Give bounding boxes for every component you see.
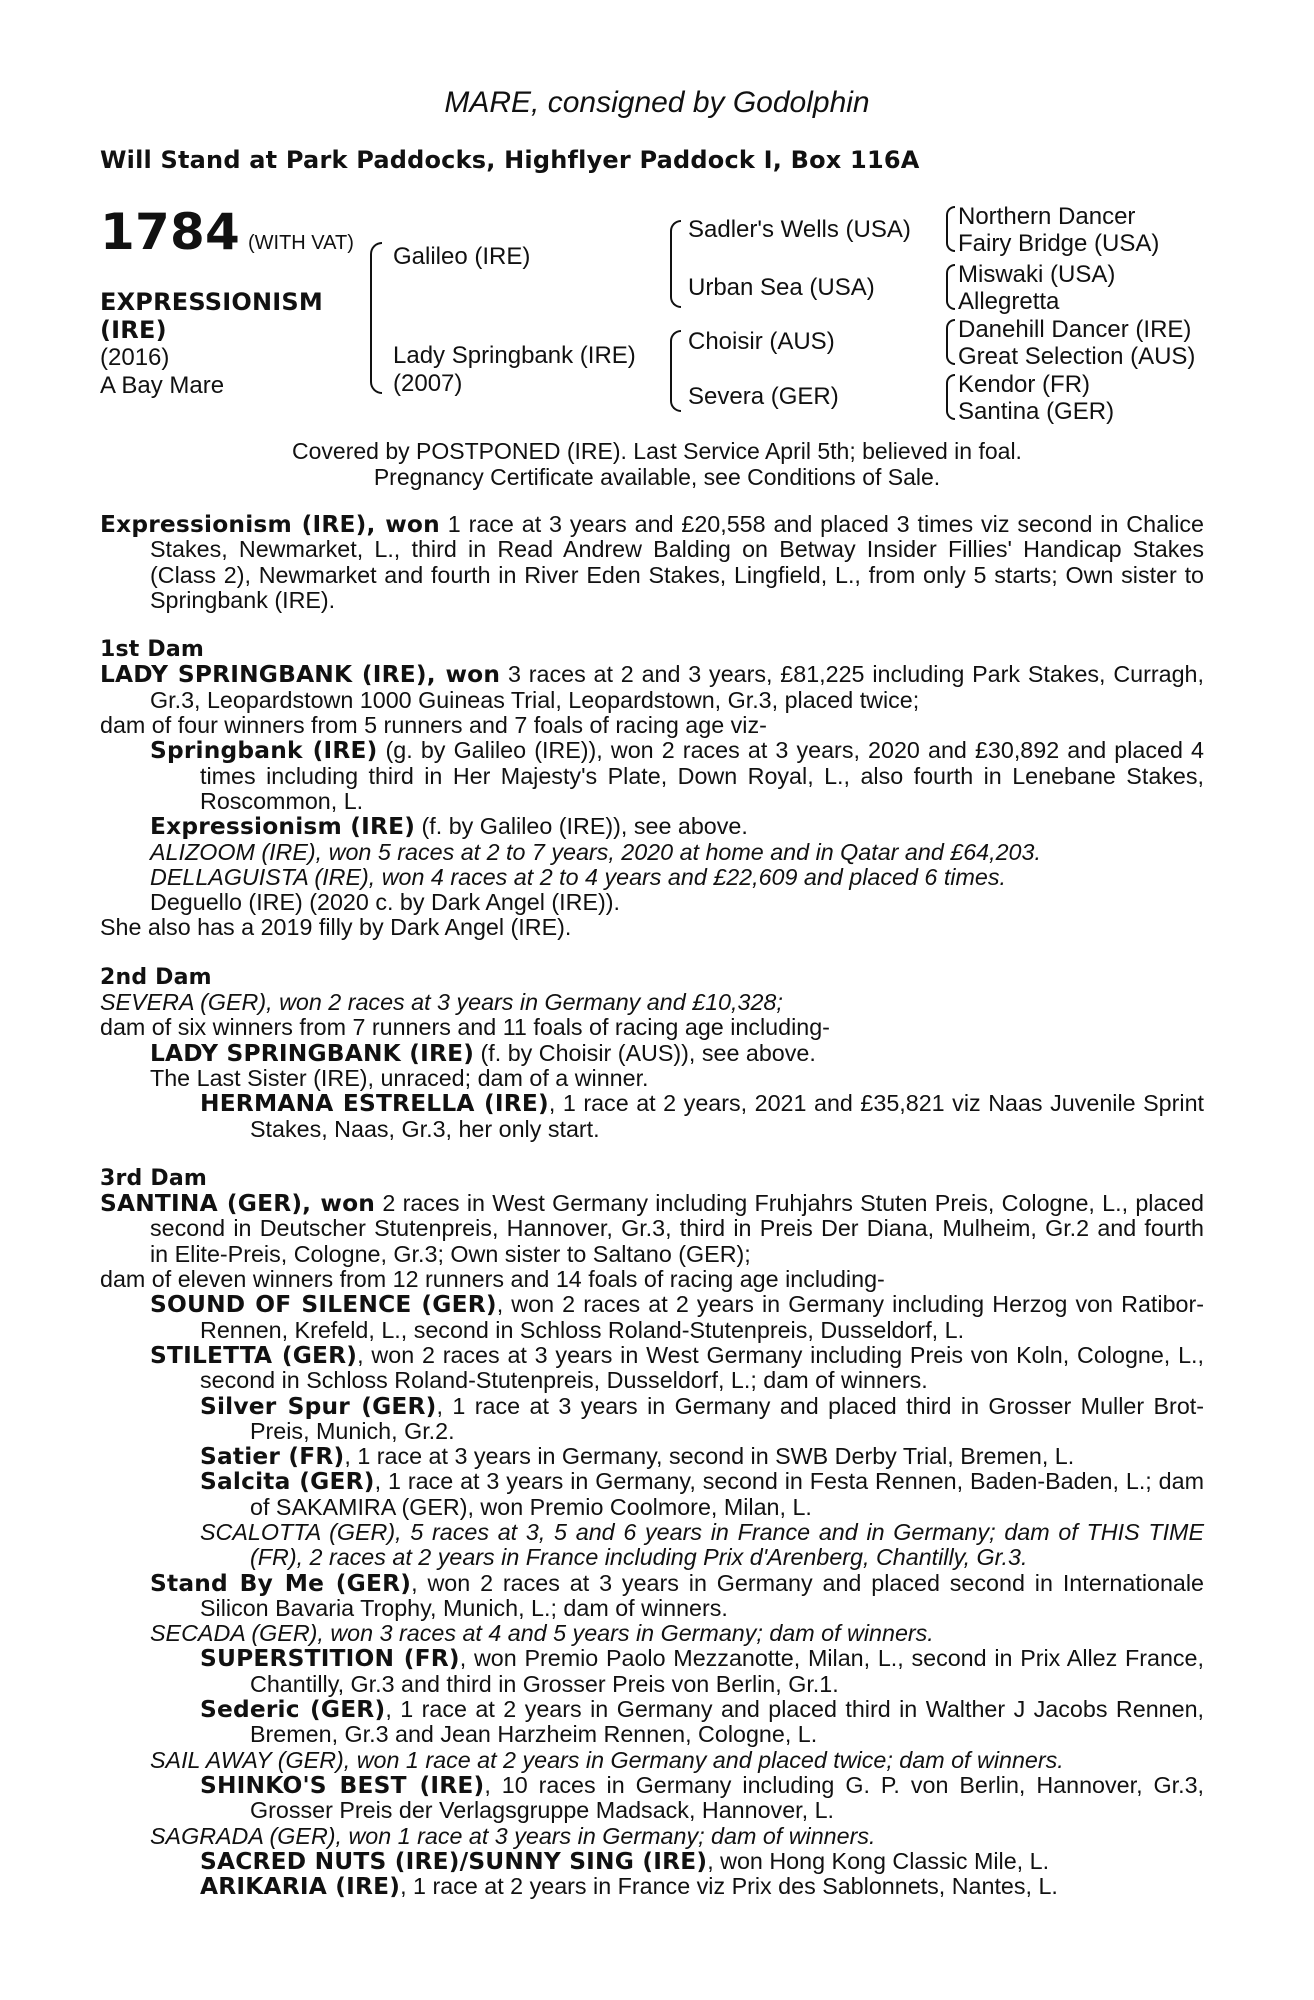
pedigree-dsd: Great Selection (AUS) [958, 343, 1196, 370]
produce-entry [100, 1697, 1204, 1748]
produce-name: Silver Spur (GER) [200, 1392, 437, 1420]
produce-entry: SAGRADA (GER), won 1 race at 3 years in Germany; dam of winners. [150, 1822, 876, 1849]
pedigree-ddd: Santina (GER) [958, 398, 1115, 425]
produce-text: , won 2 races at 3 years in West Germany including Preis von Koln, Cologne, L., second in Schloss Roland-Stutenpreis, Dusseldorf, L.; dam of winners. [200, 1341, 1204, 1394]
pedigree-dds: Kendor (FR) [958, 371, 1091, 398]
produce-name: Sederic (GER) [200, 1696, 386, 1724]
horse-record-name: Expressionism (IRE), won [100, 511, 440, 538]
pedigree-sire-dam: Urban Sea (USA) [688, 274, 875, 301]
produce-name: ARIKARIA (IRE) [200, 1873, 401, 1901]
produce-entry [100, 738, 1204, 814]
pregnancy-line: Pregnancy Certificate available, see Conditions of Sale. [373, 464, 941, 490]
produce-entry: The Last Sister (IRE), unraced; dam of a winner. [150, 1064, 649, 1091]
produce-text: , won Hong Kong Classic Mile, L. [707, 1847, 1050, 1874]
second-dam-heading: 2nd Dam [100, 964, 212, 990]
produce-text: (f. by Choisir (AUS)), see above. [474, 1039, 816, 1066]
produce-note: She also has a 2019 filly by Dark Angel (IRE). [100, 914, 572, 941]
first-dam-text: 3 races at 2 and 3 years, £81,225 including Park Stakes, Curragh, Gr.3, Leopardstown 1000 Guineas Trial, Leopardstown, Gr.3, placed twice; [150, 661, 1204, 713]
pedigree-bracket [946, 264, 955, 310]
stand-location: Will Stand at Park Paddocks, Highflyer Paddock I, Box 116A [100, 146, 920, 174]
produce-entry: Deguello (IRE) (2020 c. by Dark Angel (IRE)). [150, 889, 620, 916]
horse-name: EXPRESSIONISM [100, 288, 323, 316]
second-dam-record: SEVERA (GER), won 2 races at 3 years in Germany and £10,328; [100, 989, 783, 1016]
pedigree-sdd: Allegretta [958, 288, 1060, 315]
produce-text: , 1 race at 2 years, 2021 and £35,821 viz Naas Juvenile Sprint Stakes, Naas, Gr.3, her only start. [250, 1090, 1204, 1142]
third-dam-record [100, 1191, 1204, 1267]
produce-entry [100, 814, 1204, 839]
produce-text: , won Premio Paolo Mezzanotte, Milan, L., second in Prix Allez France, Chantilly, Gr.3 and third in Grosser Preis von Berlin, Gr.1. [250, 1645, 1204, 1697]
pedigree-bracket [670, 220, 681, 308]
vat-note: (WITH VAT) [247, 232, 354, 254]
page-title: MARE, consigned by Godolphin [444, 86, 870, 119]
pedigree-ssd: Fairy Bridge (USA) [958, 230, 1160, 257]
pedigree-dam-sire: Choisir (AUS) [688, 328, 835, 355]
produce-name: Stand By Me (GER) [150, 1569, 412, 1597]
produce-entry [100, 1041, 1204, 1066]
produce-text: , 10 races in Germany including G. P. von Berlin, Hannover, Gr.3, Grosser Preis der Verlagsgruppe Madsack, Hannover, L. [250, 1771, 1205, 1824]
produce-entry [100, 1469, 1204, 1520]
first-dam-heading: 1st Dam [100, 637, 205, 663]
produce-entry [100, 1091, 1204, 1142]
produce-entry [100, 1444, 1204, 1469]
produce-name: HERMANA ESTRELLA (IRE) [200, 1090, 549, 1118]
produce-entry: SCALOTTA (GER), 5 races at 3, 5 and 6 years in France and in Germany; dam of THIS TIME (FR), 2 races at 2 years in France including Prix d'Arenberg, Chantilly, Gr.3. [200, 1518, 1204, 1571]
third-dam-produce-summary: dam of eleven winners from 12 runners and 14 foals of racing age including- [100, 1266, 885, 1293]
horse-country: (IRE) [100, 316, 167, 344]
lot-number: 1784 [100, 203, 240, 261]
first-dam-produce-summary: dam of four winners from 5 runners and 7 foals of racing age viz- [100, 712, 767, 739]
first-dam-name: LADY SPRINGBANK (IRE), won [100, 661, 501, 689]
third-dam-heading: 3rd Dam [100, 1165, 207, 1191]
produce-text: (g. by Galileo (IRE)), won 2 races at 3 years, 2020 and £30,892 and placed 4 times including third in Her Majesty's Plate, Down Royal, L., also fourth in Lenebane Stakes, Roscommon, L. [200, 737, 1204, 814]
produce-entry [100, 1571, 1204, 1622]
pedigree-bracket [946, 319, 955, 365]
produce-entry [100, 1394, 1204, 1445]
produce-entry: DELLAGUISTA (IRE), won 4 races at 2 to 4 years and £22,609 and placed 6 times. [150, 863, 1006, 890]
third-dam-name: SANTINA (GER), won [100, 1190, 376, 1218]
produce-entry: SECADA (GER), won 3 races at 4 and 5 years in Germany; dam of winners. [150, 1620, 934, 1647]
intro-paragraph [100, 512, 1204, 613]
produce-name: SHINKO'S BEST (IRE) [200, 1771, 485, 1799]
produce-name: STILETTA (GER) [150, 1341, 358, 1369]
produce-name: Springbank (IRE) [150, 737, 378, 765]
produce-text: , won 2 races at 2 years in Germany including Herzog von Ratibor-Rennen, Krefeld, L., second in Schloss Roland-Stutenpreis, Dusseldorf, L. [200, 1291, 1204, 1343]
produce-text: , won 2 races at 3 years in Germany and placed second in Internationale Silicon Bavaria Trophy, Munich, L.; dam of winners. [200, 1569, 1204, 1621]
produce-text: , 1 race at 3 years in Germany and placed third in Grosser Muller Brot-Preis, Munich, Gr.2. [250, 1392, 1205, 1444]
pedigree-sds: Miswaki (USA) [958, 261, 1116, 288]
produce-text: (f. by Galileo (IRE)), see above. [415, 813, 748, 840]
pedigree-dam-dam: Severa (GER) [688, 383, 839, 410]
produce-name: Expressionism (IRE) [150, 813, 416, 841]
produce-name: SACRED NUTS (IRE)/SUNNY SING (IRE) [200, 1847, 708, 1875]
horse-description: A Bay Mare [100, 372, 225, 399]
produce-name: Salcita (GER) [200, 1468, 375, 1496]
produce-entry [100, 1874, 1204, 1899]
first-dam-record [100, 662, 1204, 713]
produce-name: Satier (FR) [200, 1443, 345, 1471]
produce-entry [100, 1773, 1204, 1824]
produce-entry: SAIL AWAY (GER), won 1 race at 2 years in Germany and placed twice; dam of winners. [150, 1746, 1064, 1773]
produce-entry [100, 1343, 1204, 1394]
produce-text: , 1 race at 2 years in Germany and placed third in Walther J Jacobs Rennen, Bremen, Gr.3 and Jean Harzheim Rennen, Cologne, L. [250, 1696, 1205, 1748]
pedigree-sire-sire: Sadler's Wells (USA) [688, 216, 911, 243]
pedigree-bracket [946, 206, 955, 252]
pedigree-dam: Lady Springbank (IRE) [393, 342, 636, 369]
pedigree-bracket [670, 330, 681, 412]
pedigree-sire: Galileo (IRE) [393, 243, 531, 270]
pedigree-dam-year: (2007) [393, 370, 463, 397]
produce-entry [100, 1292, 1204, 1343]
pedigree-bracket [946, 374, 955, 420]
catalogue-body [100, 512, 1204, 1899]
produce-entry [100, 1849, 1204, 1874]
produce-text: , 1 race at 2 years in France viz Prix des Sablonnets, Nantes, L. [400, 1873, 1058, 1900]
horse-record-text: 1 race at 3 years and £20,558 and placed 3 times viz second in Chalice Stakes, Newmarket, L., third in Read Andrew Balding on Betway Insider Fillies' Handicap Stakes (Class 2), Newmarket and fourth in River Eden Stakes, Lingfield, L., from only 5 starts; Own sister to Springbank (IRE). [150, 511, 1204, 613]
pedigree-sss: Northern Dancer [958, 203, 1136, 230]
pedigree-dss: Danehill Dancer (IRE) [958, 316, 1192, 343]
produce-entry: ALIZOOM (IRE), won 5 races at 2 to 7 years, 2020 at home and in Qatar and £64,203. [150, 838, 1041, 865]
covering-line: Covered by POSTPONED (IRE). Last Service April 5th; believed in foal. [292, 438, 1022, 464]
third-dam-text: 2 races in West Germany including Fruhjahrs Stuten Preis, Cologne, L., placed second in Deutscher Stutenpreis, Hannover, Gr.3, third in Preis Der Diana, Mulheim, Gr.2 and fourth in Elite-Preis, Cologne, Gr.3; Own sister to Saltano (GER); [150, 1190, 1204, 1267]
produce-text: , 1 race at 3 years in Germany, second in Festa Rennen, Baden-Baden, L.; dam of SAKAMIRA (GER), won Premio Coolmore, Milan, L. [250, 1468, 1205, 1520]
produce-name: SUPERSTITION (FR) [200, 1645, 460, 1673]
second-dam-produce-summary: dam of six winners from 7 runners and 11 foals of racing age including- [100, 1014, 830, 1041]
produce-name: LADY SPRINGBANK (IRE) [150, 1039, 475, 1067]
produce-text: , 1 race at 3 years in Germany, second in SWB Derby Trial, Bremen, L. [344, 1443, 1075, 1470]
produce-name: SOUND OF SILENCE (GER) [150, 1291, 497, 1319]
produce-entry [100, 1646, 1204, 1697]
pedigree-bracket [370, 242, 382, 394]
lot-number-block [100, 203, 354, 261]
horse-year: (2016) [100, 344, 170, 371]
covering-note [0, 438, 1314, 490]
horse-details [100, 288, 323, 400]
